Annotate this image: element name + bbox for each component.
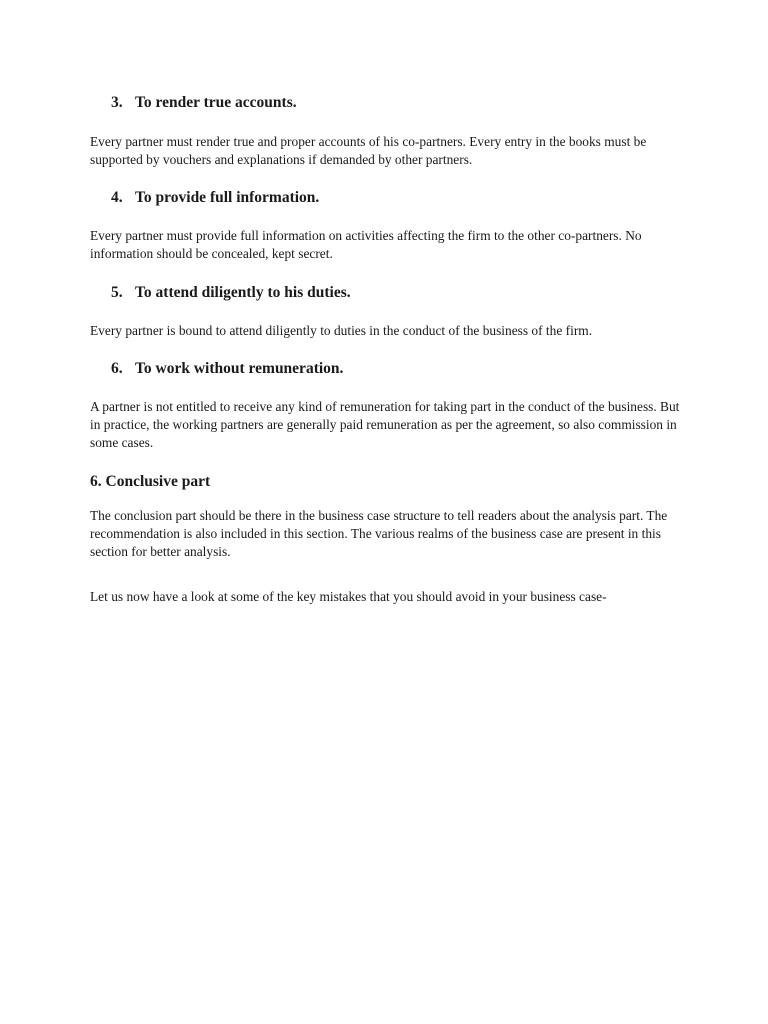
section-heading-attend-diligently — [111, 284, 351, 302]
section-heading-provide-full-information — [111, 189, 319, 207]
section-number: 6. — [111, 360, 123, 377]
section-title: To attend diligently to his duties. — [135, 284, 351, 301]
section-heading-render-true-accounts — [111, 94, 297, 112]
section-body-render-true-accounts: Every partner must render true and proper accounts of his co-partners. Every entry in the books must be supported by vouchers and explanations if demanded by other partners. — [90, 134, 647, 167]
section-title: To provide full information. — [135, 189, 320, 206]
section-number: 5. — [111, 284, 123, 301]
section-body-provide-full-information: Every partner must provide full information on activities affecting the firm to the other co-partners. No information should be concealed, kept secret. — [90, 228, 642, 261]
conclusive-part-heading: 6. Conclusive part — [90, 473, 211, 490]
section-heading-work-without-remuneration — [111, 360, 343, 378]
section-number: 4. — [111, 189, 123, 206]
conclusive-part-body: The conclusion part should be there in the business case structure to tell readers about the analysis part. The recommendation is also included in this section. The various realms of the business case are present in this section for better analysis. — [90, 508, 668, 559]
section-body-attend-diligently: Every partner is bound to attend diligently to duties in the conduct of the business of the firm. — [90, 323, 593, 338]
section-title: To render true accounts. — [135, 94, 297, 111]
section-title: To work without remuneration. — [135, 360, 344, 377]
closing-paragraph: Let us now have a look at some of the key mistakes that you should avoid in your business case- — [90, 589, 607, 604]
section-number: 3. — [111, 94, 123, 111]
section-body-work-without-remuneration: A partner is not entitled to receive any kind of remuneration for taking part in the conduct of the business. But in practice, the working partners are generally paid remuneration as per the agreement, so also commission in some cases. — [90, 399, 680, 450]
